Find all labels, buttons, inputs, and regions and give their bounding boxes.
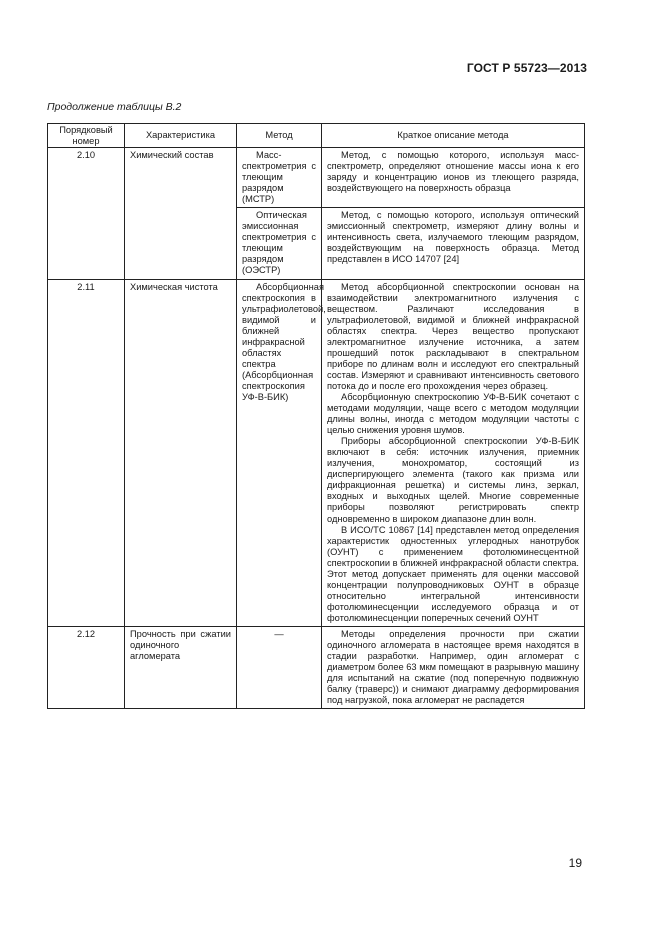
row-description	[322, 279, 585, 626]
row-number: 2.11	[48, 279, 125, 626]
description-paragraph: Метод абсорбционной спектроскопии основан на взаимодействии электромагнитного излучения с веществом. Различают исследования в ультрафиолетовой, видимой и ближней инфракрасной областях спектра. Через вещество пропускают электромагнитное излучение источника, а затем прошедший поток раскладывают в спектральном приборе по длинам волн и исследуют его спектральный состав. Измеряют и сравнивают интенсивность светового потока до и после его прохождения через образец.	[327, 281, 579, 391]
description-paragraph: Абсорбционную спектроскопию УФ-В-БИК сочетают с методами модуляции, чаще всего с методом модуляции длины волны, иногда с методом модуляции частоты с целью снижения уровня шумов.	[327, 391, 579, 436]
row-method	[237, 279, 326, 626]
description-paragraph: Метод, с помощью которого, используя масс-спектрометр, определяют отношение массы иона к его заряду и концентрацию ионов из тлеющего разряда, воздействующего на поверхность образца	[327, 150, 579, 194]
table-caption: Продолжение таблицы В.2	[47, 101, 182, 113]
standard-header: ГОСТ Р 55723—2013	[466, 61, 587, 75]
table-header-row	[48, 124, 585, 148]
description-paragraph: Метод, с помощью которого, используя оптический эмиссионный спектрометр, измеряют длину волны и интенсивность света, излучаемого тлеющим разрядом, воздействующим на поверхность образца. Метод представлен в ИСО 14707 [24]	[327, 210, 579, 265]
row-method	[237, 208, 322, 279]
method-text: Абсорбционная спектроскопия в ультрафиолетовой, видимой и ближней инфракрасной областях спектра (Абсорбционная спектроскопия УФ-В-БИК)	[242, 281, 326, 402]
table-row	[48, 626, 585, 708]
description-paragraph: Методы определения прочности при сжатии одиночного агломерата в настоящее время находятся в стадии разработки. Например, один агломерат с диаметром более 63 мкм помещают в разрывную машину для испытаний на сжатие (под поперечную подвижную балку (траверс)) и снимают диаграмму деформирования под нагрузкой, пока агломерат не распадется	[327, 628, 579, 706]
row-characteristic: Химический состав	[125, 148, 237, 280]
column-header-characteristic: Характеристика	[125, 124, 237, 148]
row-characteristic: Прочность при сжатии одиночного агломерата	[125, 626, 237, 708]
table-row	[48, 148, 585, 208]
row-number: 2.12	[48, 626, 125, 708]
column-header-number: Порядковый номер	[48, 124, 125, 148]
row-method	[237, 148, 322, 208]
methods-table	[47, 123, 585, 709]
row-number: 2.10	[48, 148, 125, 280]
method-text: Оптическая эмиссионная спектрометрия с тлеющим разрядом (ОЭСТР)	[242, 210, 316, 276]
row-characteristic: Химическая чистота	[125, 279, 237, 626]
description-paragraph: Приборы абсорбционной спектроскопии УФ-В-БИК включают в себя: источник излучения, приемник излучения, монохроматор, состоящий из диспергирующего элемента (такого как призма или дифракционная решетка) и системы линз, зеркал, входных и выходных щелей. Многие современные приборы позволяют регистрировать спектр одновременно в широком диапазоне длин волн.	[327, 436, 579, 524]
table-row	[48, 279, 585, 626]
row-description	[322, 626, 585, 708]
column-header-description: Краткое описание метода	[322, 124, 585, 148]
page-number: 19	[568, 856, 582, 870]
method-text: Масс-спектрометрия с тлеющим разрядом (МСТР)	[242, 150, 316, 205]
row-method: —	[237, 626, 322, 708]
column-header-method: Метод	[237, 124, 322, 148]
row-description	[322, 148, 585, 208]
description-paragraph: В ИСО/ТС 10867 [14] представлен метод определения характеристик одностенных углеродных нанотрубок (ОУНТ) с применением фотолюминесцентной спектроскопии в ближней инфракрасной области спектра. Этот метод допускает применять для оценки массовой концентрации полупроводниковых ОУНТ в образце относительно интегральной интенсивности фотолюминесценции исследуемого образца и от фотолюминесценции поперечных сечений ОУНТ	[327, 524, 579, 623]
row-description	[322, 208, 585, 279]
